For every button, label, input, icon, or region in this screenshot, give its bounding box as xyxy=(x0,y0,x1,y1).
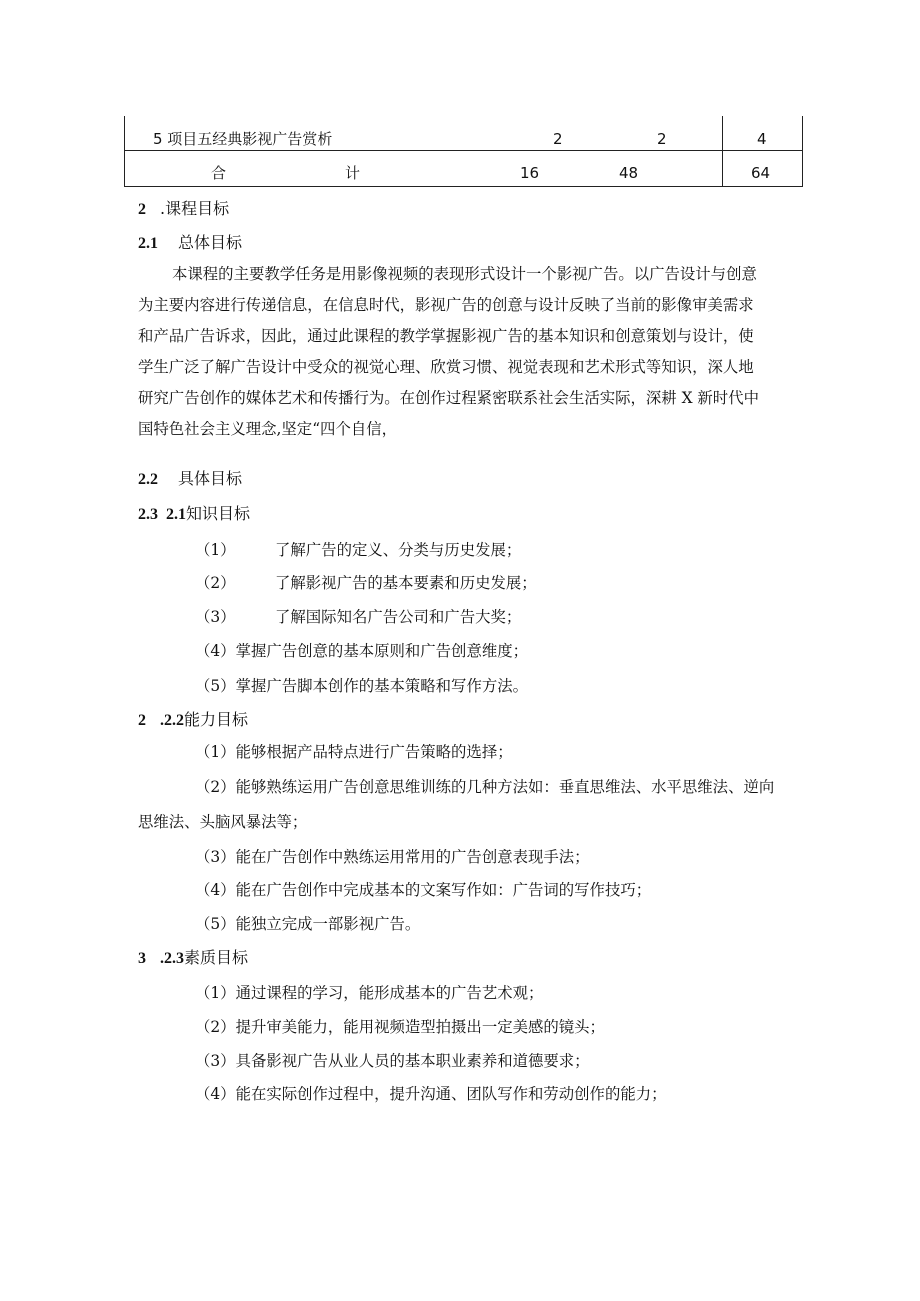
table-cell-sum-label-right: 计 xyxy=(345,164,361,182)
table-column-divider xyxy=(722,116,723,186)
knowledge-item xyxy=(195,539,521,561)
section-number: 3 xyxy=(138,950,146,967)
paragraph-line: 研究广告创作的媒体艺术和传播行为。在创作过程紧密联系社会生活实际，深耕 X 新时代中 xyxy=(138,389,759,407)
knowledge-item xyxy=(195,572,537,594)
section-number: 2 xyxy=(138,712,146,729)
item-number: （5） xyxy=(195,677,236,695)
section-number: 2 xyxy=(138,201,146,218)
paragraph-line: 为主要内容进行传递信息，在信息时代，影视广告的创意与设计反映了当前的影像审美需求 xyxy=(138,296,754,314)
overall-goal-paragraph xyxy=(138,259,798,445)
ability-item: （1）能够根据产品特点进行广告策略的选择； xyxy=(195,743,513,761)
paragraph-line: 和产品广告诉求，因此，通过此课程的教学掌握影视广告的基本知识和创意策划与设计，使 xyxy=(138,327,754,345)
item-text: 了解影视广告的基本要素和历史发展； xyxy=(275,574,537,592)
quality-item: （4）能在实际创作过程中，提升沟通、团队写作和劳动创作的能力； xyxy=(195,1085,667,1103)
ability-item: （4）能在广告创作中完成基本的文案写作如：广告词的写作技巧； xyxy=(195,881,652,899)
section-heading-course-goals xyxy=(138,198,229,221)
ability-item: （5）能独立完成一部影视广告。 xyxy=(195,915,421,933)
item-text: 掌握广告创意的基本原则和广告创意维度； xyxy=(235,642,529,660)
section-heading-overall-goal xyxy=(138,232,242,255)
table-cell-practice-hours: 2 xyxy=(657,130,667,148)
item-number: （2） xyxy=(195,574,236,592)
knowledge-item xyxy=(195,675,528,697)
table-cell-sum-total: 64 xyxy=(751,164,771,182)
paragraph-line: 学生广泛了解广告设计中受众的视觉心理、欣赏习惯、视觉表现和艺术形式等知识，深人地 xyxy=(138,358,754,376)
table-cell-theory-hours: 2 xyxy=(553,130,563,148)
table-cell-sum-theory: 16 xyxy=(520,164,540,182)
section-title: 知识目标 xyxy=(186,504,251,523)
knowledge-item xyxy=(195,640,528,662)
ability-item-continuation: 思维法、头脑风暴法等； xyxy=(138,813,308,831)
section-number: 2.1 xyxy=(138,235,158,252)
section-number: 2.3 xyxy=(138,506,158,523)
quality-item: （3）具备影视广告从业人员的基本职业素养和道德要求； xyxy=(195,1052,590,1070)
section-heading-specific-goals xyxy=(138,468,242,491)
section-title: 能力目标 xyxy=(184,710,249,729)
section-heading-ability-goals xyxy=(138,709,248,732)
paragraph-line: 国特色社会主义理念,坚定“四个自信， xyxy=(138,420,398,438)
section-heading-quality-goals xyxy=(138,947,248,970)
item-number: （1） xyxy=(195,541,236,559)
table-cell-total-hours: 4 xyxy=(757,130,767,148)
section-title: .课程目标 xyxy=(160,199,230,218)
ability-item: （3）能在广告创作中熟练运用常用的广告创意表现手法； xyxy=(195,848,590,866)
item-number: （4） xyxy=(195,642,236,660)
subsection-number: .2.3 xyxy=(160,950,184,967)
table-row-divider xyxy=(125,150,802,151)
subsection-number: .2.2 xyxy=(160,712,184,729)
item-text: 了解国际知名广告公司和广告大奖； xyxy=(275,608,522,626)
paragraph-line: 本课程的主要教学任务是用影像视频的表现形式设计一个影视广告。以广告设计与创意 xyxy=(172,265,757,283)
section-number: 2.2 xyxy=(138,471,158,488)
ability-item: （2）能够熟练运用广告创意思维训练的几种方法如：垂直思维法、水平思维法、逆向 xyxy=(195,778,775,796)
section-heading-knowledge-goals xyxy=(138,503,250,526)
table-cell-sum-label-left: 合 xyxy=(211,164,227,182)
section-title: 总体目标 xyxy=(178,233,243,252)
quality-item: （2）提升审美能力，能用视频造型拍摄出一定美感的镜头； xyxy=(195,1018,605,1036)
section-title: 具体目标 xyxy=(178,469,243,488)
table-cell-sum-practice: 48 xyxy=(619,164,639,182)
table-cell-project-name: 5 项目五经典影视广告赏析 xyxy=(153,130,333,148)
subsection-number: 2.1 xyxy=(166,506,186,523)
section-title: 素质目标 xyxy=(184,948,249,967)
item-number: （3） xyxy=(195,608,236,626)
quality-item: （1）通过课程的学习，能形成基本的广告艺术观； xyxy=(195,984,544,1002)
knowledge-item xyxy=(195,606,521,628)
item-text: 掌握广告脚本创作的基本策略和写作方法。 xyxy=(235,677,529,695)
item-text: 了解广告的定义、分类与历史发展； xyxy=(275,541,522,559)
